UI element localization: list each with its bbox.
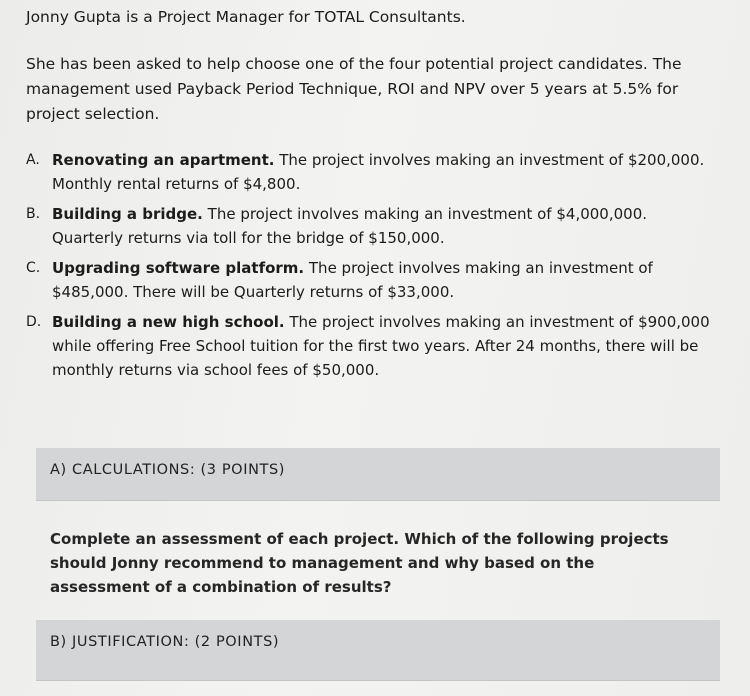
project-letter: B. [26,206,41,222]
project-description: The project involves making an investment of $200,000. Monthly rental returns of $4,800. [52,151,705,193]
project-letter: D. [26,314,42,330]
project-letter: C. [26,260,41,276]
project-name: Building a bridge. [52,205,203,223]
project-description: The project involves making an investment of $485,000. There will be Quarterly returns of $33,000. [52,259,653,301]
project-name: Building a new high school. [52,313,285,331]
project-name: Upgrading software platform. [52,259,305,277]
project-letter: A. [26,152,40,168]
project-item-d [26,310,726,382]
context-paragraph: She has been asked to help choose one of the four potential project candidates. The management used Payback Period Technique, ROI and NPV over 5 years at 5.5% for project selection. [26,55,682,123]
project-item-c [26,256,726,304]
section-title: B) JUSTIFICATION: (2 POINTS) [50,634,280,650]
project-name: Renovating an apartment. [52,151,275,169]
project-list [26,148,726,388]
project-description: The project involves making an investment of $900,000 while offering Free School tuition for the first two years. After 24 months, there will be monthly returns via school fees of $50,000. [52,313,710,379]
section-header-justification [36,620,720,681]
section-header-calculations [36,448,720,501]
intro-text: Jonny Gupta is a Project Manager for TOTAL Consultants. [26,8,466,26]
project-item-a [26,148,726,196]
project-description: The project involves making an investment of $4,000,000. Quarterly returns via toll for the bridge of $150,000. [52,205,648,247]
assessment-question: Complete an assessment of each project. Which of the following projects should Jonny recommend to management and why based on the assessment of a combination of results? [50,530,669,596]
project-item-b [26,202,726,250]
section-title: A) CALCULATIONS: (3 POINTS) [50,462,286,478]
